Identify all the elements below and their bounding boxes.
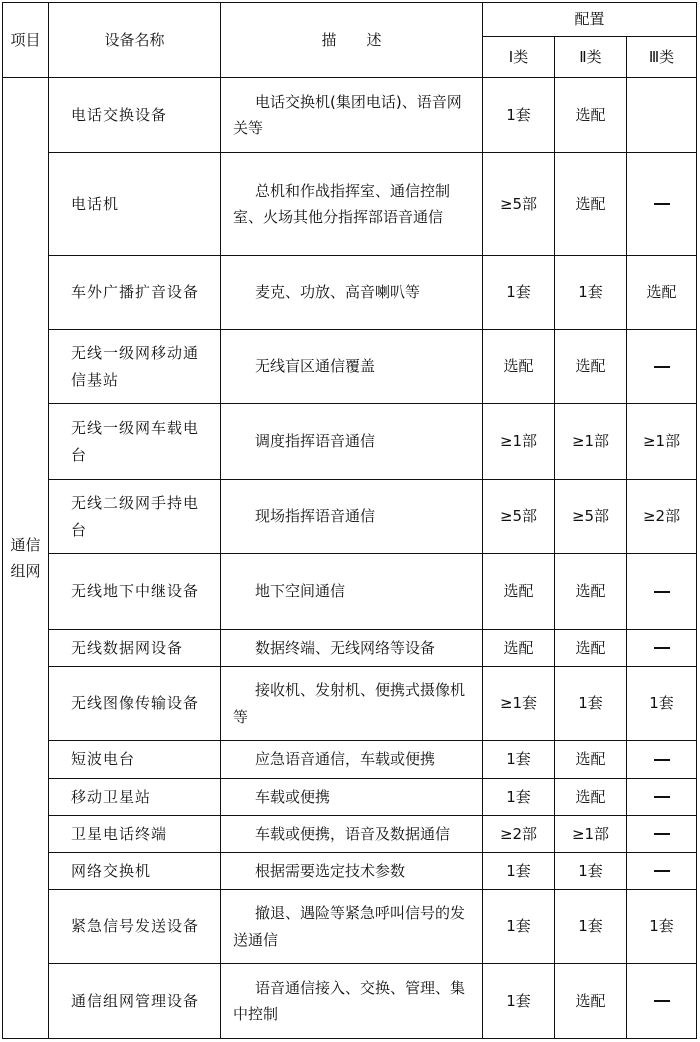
device-name-cell: 电话机 (49, 153, 221, 256)
class-2-cell: 选配 (555, 741, 627, 779)
category-line-1: 通信 (10, 535, 41, 554)
class-2-cell: 1套 (555, 853, 627, 890)
class-3-cell (627, 78, 697, 153)
description-cell: 现场指挥语音通信 (221, 480, 483, 554)
description-cell: 撤退、遇险等紧急呼叫信号的发送通信 (221, 890, 483, 964)
class-2-cell: 1套 (555, 667, 627, 741)
class-1-cell: 1套 (483, 741, 555, 779)
class-2-cell: ≥1部 (555, 404, 627, 480)
class-1-cell: ≥1部 (483, 404, 555, 480)
header-class-3: Ⅲ类 (627, 37, 697, 78)
class-3-cell (627, 741, 697, 779)
description-cell: 总机和作战指挥室、通信控制室、火场其他分指挥部语音通信 (221, 153, 483, 256)
device-name-cell: 无线地下中继设备 (49, 554, 221, 630)
dash-mark (654, 759, 670, 761)
class-1-cell: ≥1套 (483, 667, 555, 741)
header-class-2: Ⅱ类 (555, 37, 627, 78)
class-2-cell: ≥1部 (555, 816, 627, 853)
table-row (3, 480, 697, 554)
category-line-2: 组网 (10, 562, 41, 580)
description-cell: 无线盲区通信覆盖 (221, 330, 483, 404)
class-2-cell: 1套 (555, 890, 627, 964)
class-2-cell: 1套 (555, 256, 627, 330)
header-desc: 描 述 (221, 3, 483, 78)
class-1-cell: 1套 (483, 78, 555, 153)
dash-mark (654, 796, 670, 798)
table-row (3, 153, 697, 256)
description-cell: 车载或便携，语音及数据通信 (221, 816, 483, 853)
table-row (3, 741, 697, 779)
class-3-cell (627, 853, 697, 890)
class-3-cell: 选配 (627, 256, 697, 330)
class-2-cell: ≥5部 (555, 480, 627, 554)
device-name-cell: 无线数据网设备 (49, 630, 221, 667)
device-name-cell: 无线二级网手持电台 (49, 480, 221, 554)
dash-mark (654, 870, 670, 872)
table-row (3, 554, 697, 630)
description-cell: 数据终端、无线网络等设备 (221, 630, 483, 667)
class-2-cell: 选配 (555, 330, 627, 404)
class-2-cell: 选配 (555, 779, 627, 816)
class-3-cell (627, 779, 697, 816)
class-2-cell: 选配 (555, 964, 627, 1039)
table-row (3, 667, 697, 741)
class-3-cell (627, 964, 697, 1039)
description-cell: 地下空间通信 (221, 554, 483, 630)
table-row (3, 816, 697, 853)
class-1-cell: 选配 (483, 554, 555, 630)
device-name-cell: 移动卫星站 (49, 779, 221, 816)
device-name-cell: 电话交换设备 (49, 78, 221, 153)
class-1-cell: 1套 (483, 256, 555, 330)
class-3-cell: 1套 (627, 667, 697, 741)
class-1-cell: 1套 (483, 964, 555, 1039)
description-cell: 应急语音通信，车载或便携 (221, 741, 483, 779)
table-row (3, 853, 697, 890)
class-1-cell: 1套 (483, 853, 555, 890)
class-3-cell (627, 153, 697, 256)
category-cell (3, 78, 49, 1039)
table-row (3, 256, 697, 330)
table-row (3, 330, 697, 404)
class-1-cell: 选配 (483, 630, 555, 667)
description-cell: 车载或便携 (221, 779, 483, 816)
dash-mark (654, 203, 670, 205)
description-cell: 调度指挥语音通信 (221, 404, 483, 480)
device-name-cell: 车外广播扩音设备 (49, 256, 221, 330)
description-cell: 接收机、发射机、便携式摄像机等 (221, 667, 483, 741)
table-row (3, 779, 697, 816)
header-name: 设备名称 (49, 3, 221, 78)
header-class-1: Ⅰ类 (483, 37, 555, 78)
class-1-cell: 1套 (483, 890, 555, 964)
class-3-cell (627, 816, 697, 853)
dash-mark (654, 366, 670, 368)
class-2-cell: 选配 (555, 153, 627, 256)
class-1-cell: ≥5部 (483, 153, 555, 256)
table-body (3, 78, 697, 1039)
dash-mark (654, 1000, 670, 1002)
dash-mark (654, 591, 670, 593)
description-cell: 根据需要选定技术参数 (221, 853, 483, 890)
device-name-cell: 卫星电话终端 (49, 816, 221, 853)
class-3-cell: ≥1部 (627, 404, 697, 480)
class-3-cell: ≥2部 (627, 480, 697, 554)
device-name-cell: 无线一级网移动通信基站 (49, 330, 221, 404)
table-row (3, 964, 697, 1039)
class-3-cell (627, 330, 697, 404)
description-cell: 语音通信接入、交换、管理、集中控制 (221, 964, 483, 1039)
description-cell: 电话交换机(集团电话)、语音网关等 (221, 78, 483, 153)
class-3-cell: 1套 (627, 890, 697, 964)
dash-mark (654, 833, 670, 835)
class-3-cell (627, 554, 697, 630)
device-name-cell: 短波电台 (49, 741, 221, 779)
header-config: 配置 (483, 3, 697, 37)
device-name-cell: 通信组网管理设备 (49, 964, 221, 1039)
class-2-cell: 选配 (555, 554, 627, 630)
class-1-cell: 1套 (483, 779, 555, 816)
dash-mark (654, 647, 670, 649)
device-name-cell: 紧急信号发送设备 (49, 890, 221, 964)
table-row (3, 78, 697, 153)
table-row (3, 404, 697, 480)
header-item: 项目 (3, 3, 49, 78)
description-cell: 麦克、功放、高音喇叭等 (221, 256, 483, 330)
class-2-cell: 选配 (555, 630, 627, 667)
class-1-cell: 选配 (483, 330, 555, 404)
device-name-cell: 无线一级网车载电台 (49, 404, 221, 480)
table-row (3, 630, 697, 667)
table-row (3, 890, 697, 964)
class-3-cell (627, 630, 697, 667)
class-1-cell: ≥2部 (483, 816, 555, 853)
class-1-cell: ≥5部 (483, 480, 555, 554)
device-name-cell: 无线图像传输设备 (49, 667, 221, 741)
class-2-cell: 选配 (555, 78, 627, 153)
equipment-config-table (2, 2, 697, 1039)
device-name-cell: 网络交换机 (49, 853, 221, 890)
